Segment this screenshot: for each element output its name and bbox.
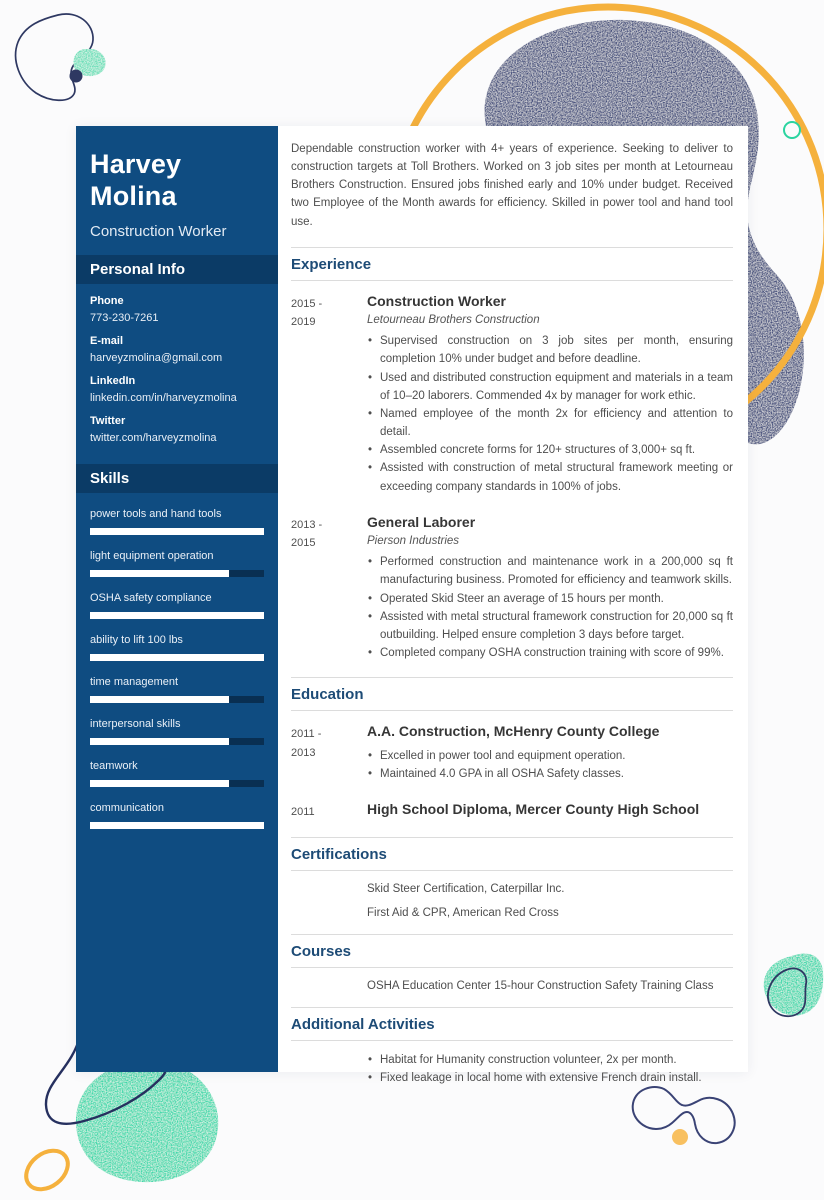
entry-body: [367, 514, 733, 662]
skills-heading: Skills: [76, 464, 278, 493]
section-courses: [291, 934, 733, 992]
education-entry: [291, 723, 733, 783]
certification-item: First Aid & CPR, American Red Cross: [367, 906, 559, 919]
teal-blob-bottom-decoration: [76, 1061, 218, 1182]
skill-label: interpersonal skills: [90, 717, 181, 730]
resume-page: [76, 126, 748, 1084]
date-end: 2013: [291, 746, 316, 759]
summary-paragraph: Dependable construction worker with 4+ years of experience. Seeking to deliver to construction targets at Toll Brothers. Worked on 3 job sites per month at Letourneau Brothers Construction. Ensured jobs finished early and 10% under budget. Received two Employee of the Month awards for efficiency. Skilled in power tool and hand tool use.: [291, 143, 733, 228]
yellow-dot-decoration: [672, 1129, 688, 1145]
skill-bar-fill: [90, 528, 264, 535]
company-name: Letourneau Brothers Construction: [367, 314, 540, 327]
date-end: 2019: [291, 316, 316, 329]
date-start: 2013 -: [291, 518, 323, 531]
skill-bar: [90, 612, 264, 619]
contact-value: linkedin.com/in/harveyzmolina: [90, 391, 237, 404]
skill-bar: [90, 528, 264, 535]
experience-entry: [291, 514, 733, 662]
contact-label: Twitter: [90, 414, 126, 427]
section-certifications: [291, 837, 733, 919]
person-name: Harvey Molina: [90, 149, 182, 212]
experience-entry: [291, 293, 733, 496]
skill-label: communication: [90, 801, 164, 814]
entry-body: [367, 293, 733, 496]
bullet-item: • Used and distributed construction equipment and materials in a team of 10–20 laborers. Commended 4x by manager for work ethic.: [367, 369, 733, 405]
skill-bar: [90, 654, 264, 661]
skill-bar-fill: [90, 822, 264, 829]
date-end: 2015: [291, 537, 316, 550]
personal-info-heading: Personal Info: [76, 255, 278, 284]
contact-label: LinkedIn: [90, 374, 136, 387]
skill-bar-fill: [90, 654, 264, 661]
skill-label: ability to lift 100 lbs: [90, 633, 183, 646]
bullet-item: • Excelled in power tool and equipment operation.: [367, 747, 659, 765]
date-start: 2015 -: [291, 297, 323, 310]
skill-item: [90, 717, 264, 745]
teal-ring-decoration: [784, 122, 800, 138]
bullet-item: • Maintained 4.0 GPA in all OSHA Safety classes.: [367, 765, 659, 783]
contact-value: 773-230-7261: [90, 311, 159, 324]
bullet-list: [367, 747, 659, 783]
skill-bar: [90, 738, 264, 745]
skill-item: [90, 759, 264, 787]
entry-body: [367, 723, 659, 783]
skill-bar-fill: [90, 612, 264, 619]
section-education: [291, 677, 733, 822]
entry-dates: [291, 293, 367, 496]
certification-item: Skid Steer Certification, Caterpillar Inc.: [367, 882, 565, 895]
teal-blob-right-decoration: [764, 954, 823, 1016]
section-heading-additional-activities: Additional Activities: [291, 1007, 733, 1041]
date-start: 2011: [291, 805, 315, 818]
skill-bar: [90, 570, 264, 577]
job-title: General Laborer: [367, 513, 476, 530]
skill-label: OSHA safety compliance: [90, 591, 212, 604]
person-job-title: Construction Worker: [90, 222, 227, 240]
bullet-item: • Named employee of the month 2x for efficiency and attention to detail.: [367, 405, 733, 441]
date-start: 2011 -: [291, 728, 322, 741]
skill-bar-fill: [90, 570, 229, 577]
bullet-item: • Completed company OSHA construction training with score of 99%.: [367, 644, 733, 662]
degree-title: A.A. Construction, McHenry County College: [367, 723, 660, 740]
sidebar: [76, 126, 278, 1072]
section-heading-education: Education: [291, 677, 733, 711]
section-heading-courses: Courses: [291, 934, 733, 968]
skill-label: teamwork: [90, 759, 138, 772]
skill-bar-fill: [90, 738, 229, 745]
skill-item: [90, 549, 264, 577]
bullet-item: • Fixed leakage in local home with extensive French drain install.: [367, 1069, 733, 1087]
yellow-oval-decoration: [19, 1143, 76, 1197]
contact-label: Phone: [90, 294, 124, 307]
contact-value: twitter.com/harveyzmolina: [90, 431, 217, 444]
bullet-list: [367, 553, 733, 662]
entry-dates: [291, 514, 367, 662]
contact-item-email: [90, 335, 264, 364]
contact-value: harveyzmolina@gmail.com: [90, 351, 223, 364]
section-experience: [291, 247, 733, 662]
bullet-item: • Operated Skid Steer an average of 15 hours per month.: [367, 590, 733, 608]
contact-item-twitter: [90, 415, 264, 444]
course-item: OSHA Education Center 15-hour Construction Safety Training Class: [367, 979, 714, 992]
section-additional-activities: [291, 1007, 733, 1087]
entry-dates: [291, 723, 367, 783]
company-name: Pierson Industries: [367, 535, 460, 548]
bullet-item: • Assisted with construction of metal structural framework meeting or exceeding company standards in 100% of jobs.: [367, 459, 733, 495]
skill-bar: [90, 696, 264, 703]
skill-label: light equipment operation: [90, 549, 214, 562]
education-entry: [291, 801, 733, 822]
skill-bar-fill: [90, 696, 229, 703]
skill-bar: [90, 780, 264, 787]
section-heading-certifications: Certifications: [291, 837, 733, 871]
skill-item: [90, 633, 264, 661]
skill-item: [90, 591, 264, 619]
contact-label: E-mail: [90, 334, 124, 347]
section-heading-experience: Experience: [291, 247, 733, 281]
bullet-item: • Habitat for Humanity construction volunteer, 2x per month.: [367, 1051, 733, 1069]
contact-item-linkedin: [90, 375, 264, 404]
bullet-item: • Assisted with metal structural framework construction for 20,000 sq ft outbuilding. Helped ensure completion 3 days before target.: [367, 608, 733, 644]
entry-body: [367, 801, 699, 822]
skill-label: time management: [90, 675, 179, 688]
bullet-item: • Performed construction and maintenance work in a 200,000 sq ft manufacturing business. Promoted for efficiency and teamwork skills.: [367, 553, 733, 589]
navy-dot-decoration: [70, 70, 83, 83]
skill-bar: [90, 822, 264, 829]
skill-bar-fill: [90, 780, 229, 787]
contact-item-phone: [90, 295, 264, 324]
main-content: [278, 126, 748, 1084]
skill-item: [90, 801, 264, 829]
bullet-item: • Supervised construction on 3 job sites per month, ensuring completion 10% under budget and before deadline.: [367, 332, 733, 368]
skill-label: power tools and hand tools: [90, 507, 222, 520]
bullet-list: [367, 332, 733, 495]
bullet-item: • Assembled concrete forms for 120+ structures of 3,000+ sq ft.: [367, 441, 733, 459]
bullet-list: [367, 1051, 733, 1087]
skill-item: [90, 675, 264, 703]
entry-dates: [291, 801, 367, 822]
job-title: Construction Worker: [367, 292, 506, 309]
degree-title: High School Diploma, Mercer County High School: [367, 800, 700, 817]
skill-item: [90, 507, 264, 535]
